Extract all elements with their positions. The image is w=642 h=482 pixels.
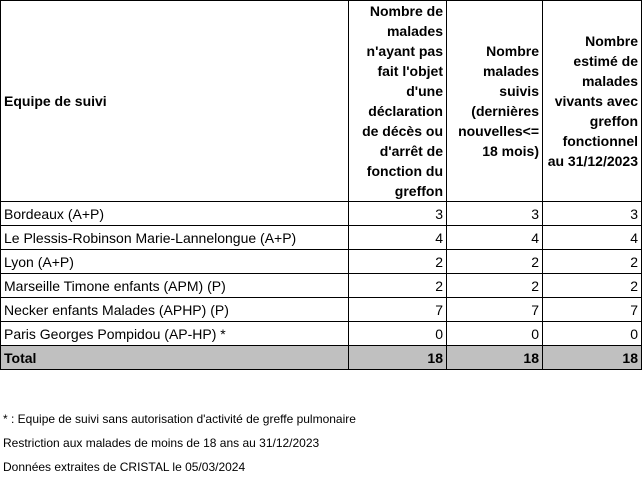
total-value: 18 [349,346,447,370]
value-cell: 2 [447,250,543,274]
table-row [1,250,642,274]
value-cell: 2 [543,274,642,298]
team-name: Bordeaux (A+P) [1,202,349,226]
value-cell: 7 [349,298,447,322]
header-patients-without-death-declaration: Nombre de malades n'ayant pas fait l'objet d'une déclaration de décès ou d'arrêt de fonction du greffon [349,1,447,202]
total-row [1,346,642,370]
table-row [1,274,642,298]
footnotes [3,410,356,482]
table-row [1,226,642,250]
value-cell: 0 [543,322,642,346]
value-cell: 2 [447,274,543,298]
team-name: Paris Georges Pompidou (AP-HP) * [1,322,349,346]
header-patients-followed: Nombre malades suivis (dernières nouvelles<= 18 mois) [447,1,543,202]
team-name: Le Plessis-Robinson Marie-Lannelongue (A+P) [1,226,349,250]
value-cell: 2 [349,274,447,298]
value-cell: 2 [543,250,642,274]
team-name: Marseille Timone enfants (APM) (P) [1,274,349,298]
total-value: 18 [543,346,642,370]
footnote-authorization: * : Equipe de suivi sans autorisation d'activité de greffe pulmonaire [3,412,356,426]
footnote-age-restriction: Restriction aux malades de moins de 18 ans au 31/12/2023 [3,436,320,450]
value-cell: 2 [349,250,447,274]
total-value: 18 [447,346,543,370]
value-cell: 4 [447,226,543,250]
value-cell: 7 [447,298,543,322]
table-row [1,202,642,226]
value-cell: 4 [349,226,447,250]
value-cell: 7 [543,298,642,322]
value-cell: 3 [447,202,543,226]
value-cell: 0 [447,322,543,346]
total-label: Total [1,346,349,370]
table-row [1,298,642,322]
header-row [1,1,642,202]
value-cell: 4 [543,226,642,250]
team-name: Necker enfants Malades (APHP) (P) [1,298,349,322]
value-cell: 3 [349,202,447,226]
value-cell: 0 [349,322,447,346]
header-estimated-living-patients: Nombre estimé de malades vivants avec greffon fonctionnel au 31/12/2023 [543,1,642,202]
header-team: Equipe de suivi [1,1,349,202]
footnote-data-source: Données extraites de CRISTAL le 05/03/2024 [3,460,246,474]
team-name: Lyon (A+P) [1,250,349,274]
value-cell: 3 [543,202,642,226]
table-row [1,322,642,346]
